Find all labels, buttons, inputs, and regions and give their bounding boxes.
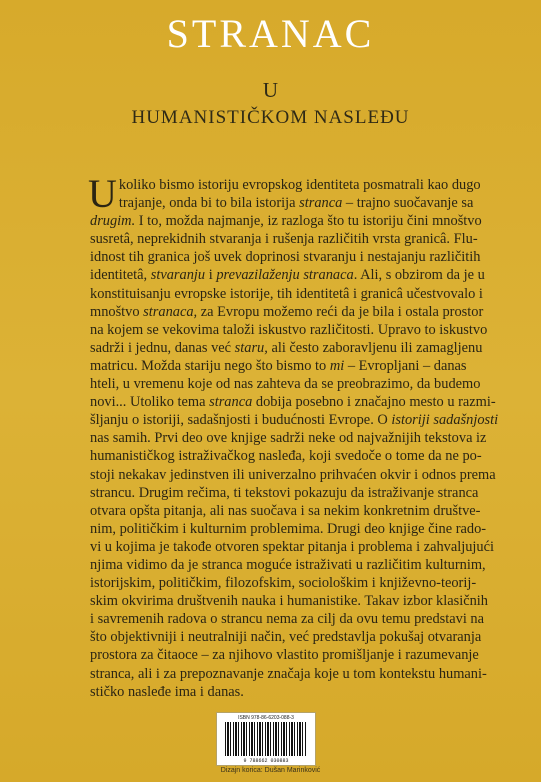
blurb-text-segment: . Ali, s obzirom da je u <box>353 267 485 284</box>
blurb-text-segment: sadrži i jednu, danas već <box>90 339 235 356</box>
book-title: STRANAC <box>166 11 375 56</box>
blurb-line <box>90 556 486 574</box>
blurb-text-segment: njima vidimo da je stranca moguće istraživati u različitim kulturnim, <box>90 556 486 573</box>
blurb-text-segment: mnoštvo <box>90 303 144 320</box>
blurb-text-segment: prostora za čitaoce – za njihovo vlastito promišljanje i razumevanje <box>90 647 479 664</box>
cover-design-credit: Dizajn korica: Dušan Marinković <box>220 767 321 774</box>
blurb-text-segment: ali često zaboravljenu ili zamagljenu <box>267 339 483 356</box>
barcode-bars-icon <box>225 722 307 756</box>
blurb-line <box>90 411 499 429</box>
blurb-text-segment: identitetâ, <box>90 267 151 284</box>
subtitle-line-2: HUMANISTIČKOM NASLEĐU <box>131 107 410 128</box>
blurb-text-segment: susretâ, neprekidnih stvaranja i rušenja različitih vrsta granicâ. Flu- <box>90 231 478 248</box>
blurb-text-segment: idnost tih granica još uvek doprinosi stvaranju i nestajanju različitih <box>90 249 481 266</box>
barcode-digits: 9 788662 030883 <box>221 758 311 764</box>
blurb-line <box>90 248 481 266</box>
blurb-italic-segment: stranaca, <box>143 303 198 320</box>
blurb-line <box>90 574 477 592</box>
blurb-text-segment: i savremenih radova o strancu nema za cilj da ovu temu predstavi na <box>90 611 484 628</box>
blurb-line <box>90 176 481 194</box>
blurb-line <box>90 646 479 664</box>
blurb-italic-segment: mi <box>329 357 345 374</box>
blurb-text-segment: koliko bismo istoriju evropskog identiteta posmatrali kao dugo <box>118 177 481 193</box>
blurb-line <box>90 194 474 212</box>
blurb-line <box>90 303 484 321</box>
blurb-text-segment: nim, političkim i kulturnim problemima. Drugi deo knjige čine rado- <box>90 520 487 537</box>
blurb-italic-segment: stranca <box>209 394 253 411</box>
blurb-italic-segment: stvaranju <box>150 267 206 284</box>
blurb-text-segment: stranca, ali i za prepoznavanje značaja koje u tom kontekstu humani- <box>90 665 487 682</box>
blurb-text-segment: I to, možda najmanje, iz razloga što tu istoriju čini mnoštvo <box>135 213 482 230</box>
blurb-italic-segment: prevazilaženju stranaca <box>216 267 354 284</box>
blurb-text-segment: humanističkog istraživačkog nasleđa, koji svedoče o tome da ne po- <box>90 448 482 465</box>
blurb-text <box>88 171 499 701</box>
blurb-line <box>90 212 482 230</box>
blurb-text-segment: što objektivniji i neutralniji način, već predstavlja pokušaj otvaranja <box>90 629 482 646</box>
blurb-line <box>90 321 488 339</box>
blurb-text-segment: matricu. Možda stariju nego što bismo to <box>90 357 330 374</box>
blurb-line <box>90 339 483 357</box>
blurb-line <box>90 592 488 610</box>
blurb-text-segment: – Evropljani – danas <box>344 357 467 374</box>
blurb-text-segment: – trajno suočavanje sa <box>342 195 474 212</box>
blurb-text-segment: skim okvirima društvenih nauka i humanistike. Takav izbor klasičnih <box>90 593 488 610</box>
blurb-text-segment: šljanju o istoriji, sadašnjosti i budućnosti Evrope. O <box>90 412 392 429</box>
blurb-text-segment: stoji nekakav jedinstven ili univerzalno prihvaćen okvir i odnos prema <box>90 466 496 483</box>
blurb-line <box>90 375 481 393</box>
drop-cap: U <box>88 171 117 216</box>
blurb-line <box>90 230 478 248</box>
blurb-text-segment: vi u kojima je takođe otvoren spektar pitanja i problema i zahvaljujući <box>90 538 495 555</box>
blurb-text-segment: istorijskim, političkim, filozofskim, sociološkim i književno-teorij- <box>90 575 477 592</box>
blurb-line <box>90 429 487 447</box>
blurb-italic-segment: stranca <box>299 195 343 212</box>
blurb-line <box>90 447 482 465</box>
blurb-text-segment: trajanje, onda bi to bila istorija <box>118 195 300 212</box>
barcode <box>216 712 316 766</box>
blurb-text-segment: otvara opšta pitanja, ali nas suočava i sa nekim konkretnim društve- <box>90 502 481 519</box>
blurb-line <box>90 502 481 520</box>
blurb-line <box>90 484 479 502</box>
blurb-text-segment: strancu. Drugim rečima, ti tekstovi pokazuju da istraživanje stranca <box>90 484 479 501</box>
blurb-text-segment: za Evropu možemo reći da je bila i ostala prostor <box>197 303 484 320</box>
blurb-text-segment: nas samih. Prvi deo ove knjige sadrži neke od najvažnijih tekstova iz <box>90 430 487 447</box>
blurb-line <box>90 610 484 628</box>
blurb-text-segment: na kojem se vekovima taloži iskustvo različitosti. Upravo to iskustvo <box>90 321 488 338</box>
blurb-italic-segment: staru, <box>234 339 268 356</box>
blurb-text-segment: stičko nasleđe ima i danas. <box>90 683 244 700</box>
subtitle-line-1: U <box>262 78 279 102</box>
blurb-line <box>90 393 496 411</box>
blurb-line <box>90 538 495 556</box>
blurb-italic-segment: istoriji sadašnjosti <box>391 412 499 429</box>
blurb-line <box>90 665 487 683</box>
blurb-line <box>90 357 467 375</box>
blurb-line <box>90 628 482 646</box>
blurb-line <box>90 520 487 538</box>
blurb-line <box>90 285 483 303</box>
blurb-line <box>90 683 459 701</box>
blurb-text-segment: dobija posebno i značajno mesto u razmi- <box>252 394 496 411</box>
blurb-line <box>90 466 496 484</box>
blurb-text-segment: i <box>205 267 217 284</box>
blurb-text-segment: konstituisanju evropske istorije, tih identitetâ i granicâ učestvovalo i <box>90 285 483 302</box>
blurb-text-segment: hteli, u vremenu koje od nas zahteva da se preobrazimo, da budemo <box>90 376 481 393</box>
blurb-line <box>90 266 485 284</box>
isbn-label: ISBN 978-86-6203-088-3 <box>238 715 294 721</box>
blurb-text-segment: novi... Utoliko tema <box>90 394 210 411</box>
blurb-italic-segment: drugim. <box>90 213 136 230</box>
